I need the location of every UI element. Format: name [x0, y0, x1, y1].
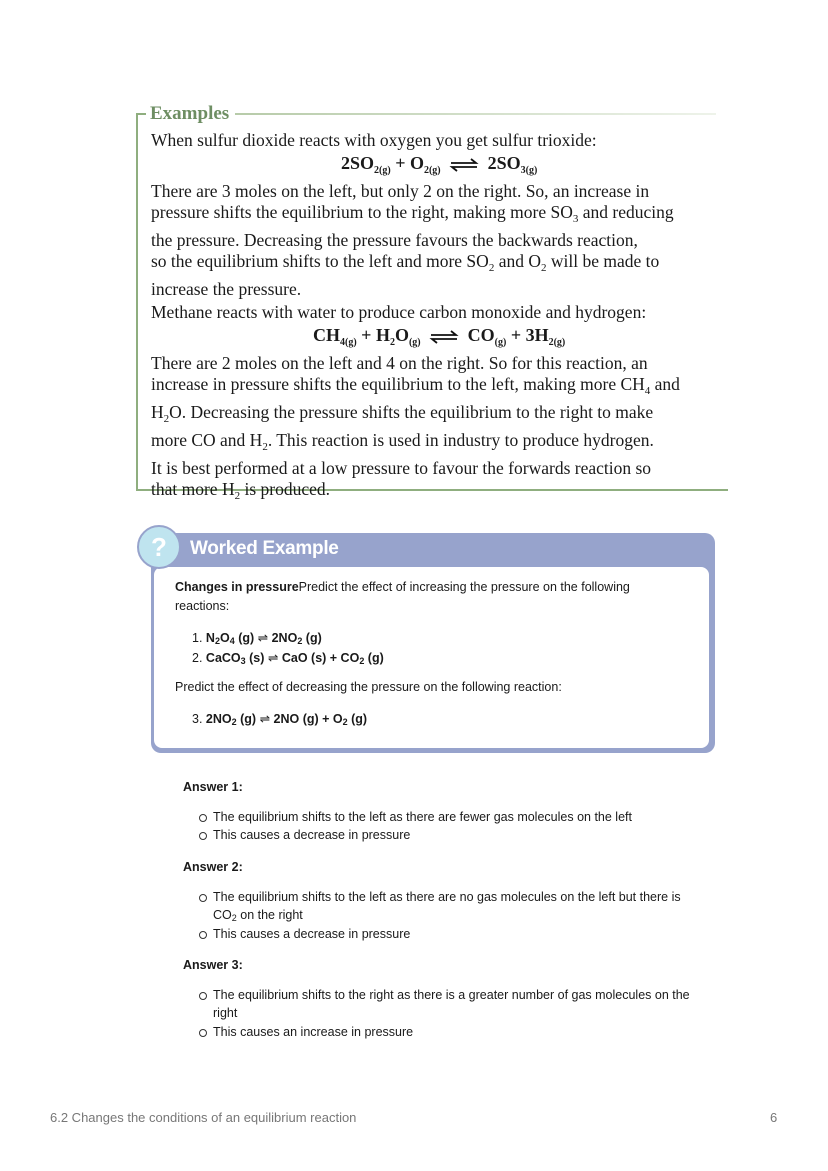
bullet-icon: [199, 814, 207, 822]
answer-3-bullet-1: The equilibrium shifts to the right as there is a greater number of gas molecules on the: [213, 988, 690, 1002]
worked-question-1-cont: reactions:: [175, 599, 230, 613]
bullet-icon: [199, 1029, 207, 1037]
equilibrium-arrow-icon: ⇌: [259, 712, 271, 726]
bullet-icon: [199, 832, 207, 840]
question-mark-icon: ?: [137, 525, 181, 569]
reaction-1: 1. $N_2O_4$ (g) ⇌ $2NO_2$ (g): [192, 631, 322, 646]
worked-question-1: Changes in pressurePredict the effect of increasing the pressure on the following: [175, 580, 630, 594]
answer-1-bullet-1: The equilibrium shifts to the left as there are fewer gas molecules on the left: [213, 810, 632, 824]
examples-intro-1: When sulfur dioxide reacts with oxygen you get sulfur trioxide:: [151, 130, 597, 150]
answer-1-heading: Answer 1:: [183, 780, 243, 794]
answer-2-bullet-2: This causes a decrease in pressure: [213, 927, 411, 941]
answer-3-bullet-1-cont: right: [213, 1006, 238, 1020]
equilibrium-arrow-icon: [429, 330, 459, 344]
answer-3-bullet-2: This causes an increase in pressure: [213, 1025, 414, 1039]
reaction-2: 2. CaCO$_3$ (s) ⇌ CaO $(s) + CO_2$ (g): [192, 651, 384, 666]
answer-3-heading: Answer 3:: [183, 958, 243, 972]
examples-paragraph-2: There are 2 moles on the left and 4 on the right. So for this reaction, an increase in pressure shifts the equilibrium to the left, making more $CH_4$ and $H_2O$. Decreasing the pressure shifts the equilibrium to the right to make more CO and $H_2$. This reaction is used in industry to produce hydrogen. It is best performed at a low pressure to favour the forwards reaction so that more $H_2$ is produced.: [151, 353, 680, 502]
equilibrium-arrow-icon: ⇌: [267, 651, 279, 665]
reaction-3: 3. $2NO_2$ (g) ⇌ 2NO $(g) + O_2$ (g): [192, 712, 368, 727]
worked-question-2: Predict the effect of decreasing the pressure on the following reaction:: [175, 680, 562, 694]
equilibrium-arrow-icon: [449, 158, 479, 172]
examples-header: [136, 102, 716, 126]
equation-1: $2SO_{2(g)} + O_{2(g)}$ $2SO_{3(g)}$: [341, 153, 538, 176]
bullet-icon: [199, 894, 207, 902]
answer-1-bullet-2: This causes a decrease in pressure: [213, 828, 411, 842]
bullet-icon: [199, 992, 207, 1000]
answer-2-heading: Answer 2:: [183, 860, 243, 874]
examples-intro-2: Methane reacts with water to produce carbon monoxide and hydrogen:: [151, 302, 647, 322]
examples-paragraph-1: There are 3 moles on the left, but only 2 on the right. So, an increase in pressure shifts the equilibrium to the right, making more $SO_3$ and reducing the pressure. Decreasing the pressure favours the backwards reaction, so the equilibrium shifts to the left and more $SO_2$ and $O_2$ will be made to increase the pressure.: [151, 181, 674, 299]
worked-example-title: Worked Example: [190, 538, 339, 559]
bullet-icon: [199, 931, 207, 939]
examples-title: Examples: [146, 103, 235, 125]
footer-title: 6.2 Changes the conditions of an equilibrium reaction: [50, 1110, 357, 1125]
answer-2-bullet-1-cont: $CO_2$ on the right: [213, 908, 303, 923]
equilibrium-arrow-icon: ⇌: [257, 631, 269, 645]
answer-2-bullet-1: The equilibrium shifts to the left as there are no gas molecules on the left but there is: [213, 890, 681, 904]
page-number: 6: [770, 1110, 778, 1125]
equation-2: $CH_{4(g)} + H_2O_{(g)}$ $CO_{(g)} + 3H_{2(g)}$: [313, 325, 566, 348]
